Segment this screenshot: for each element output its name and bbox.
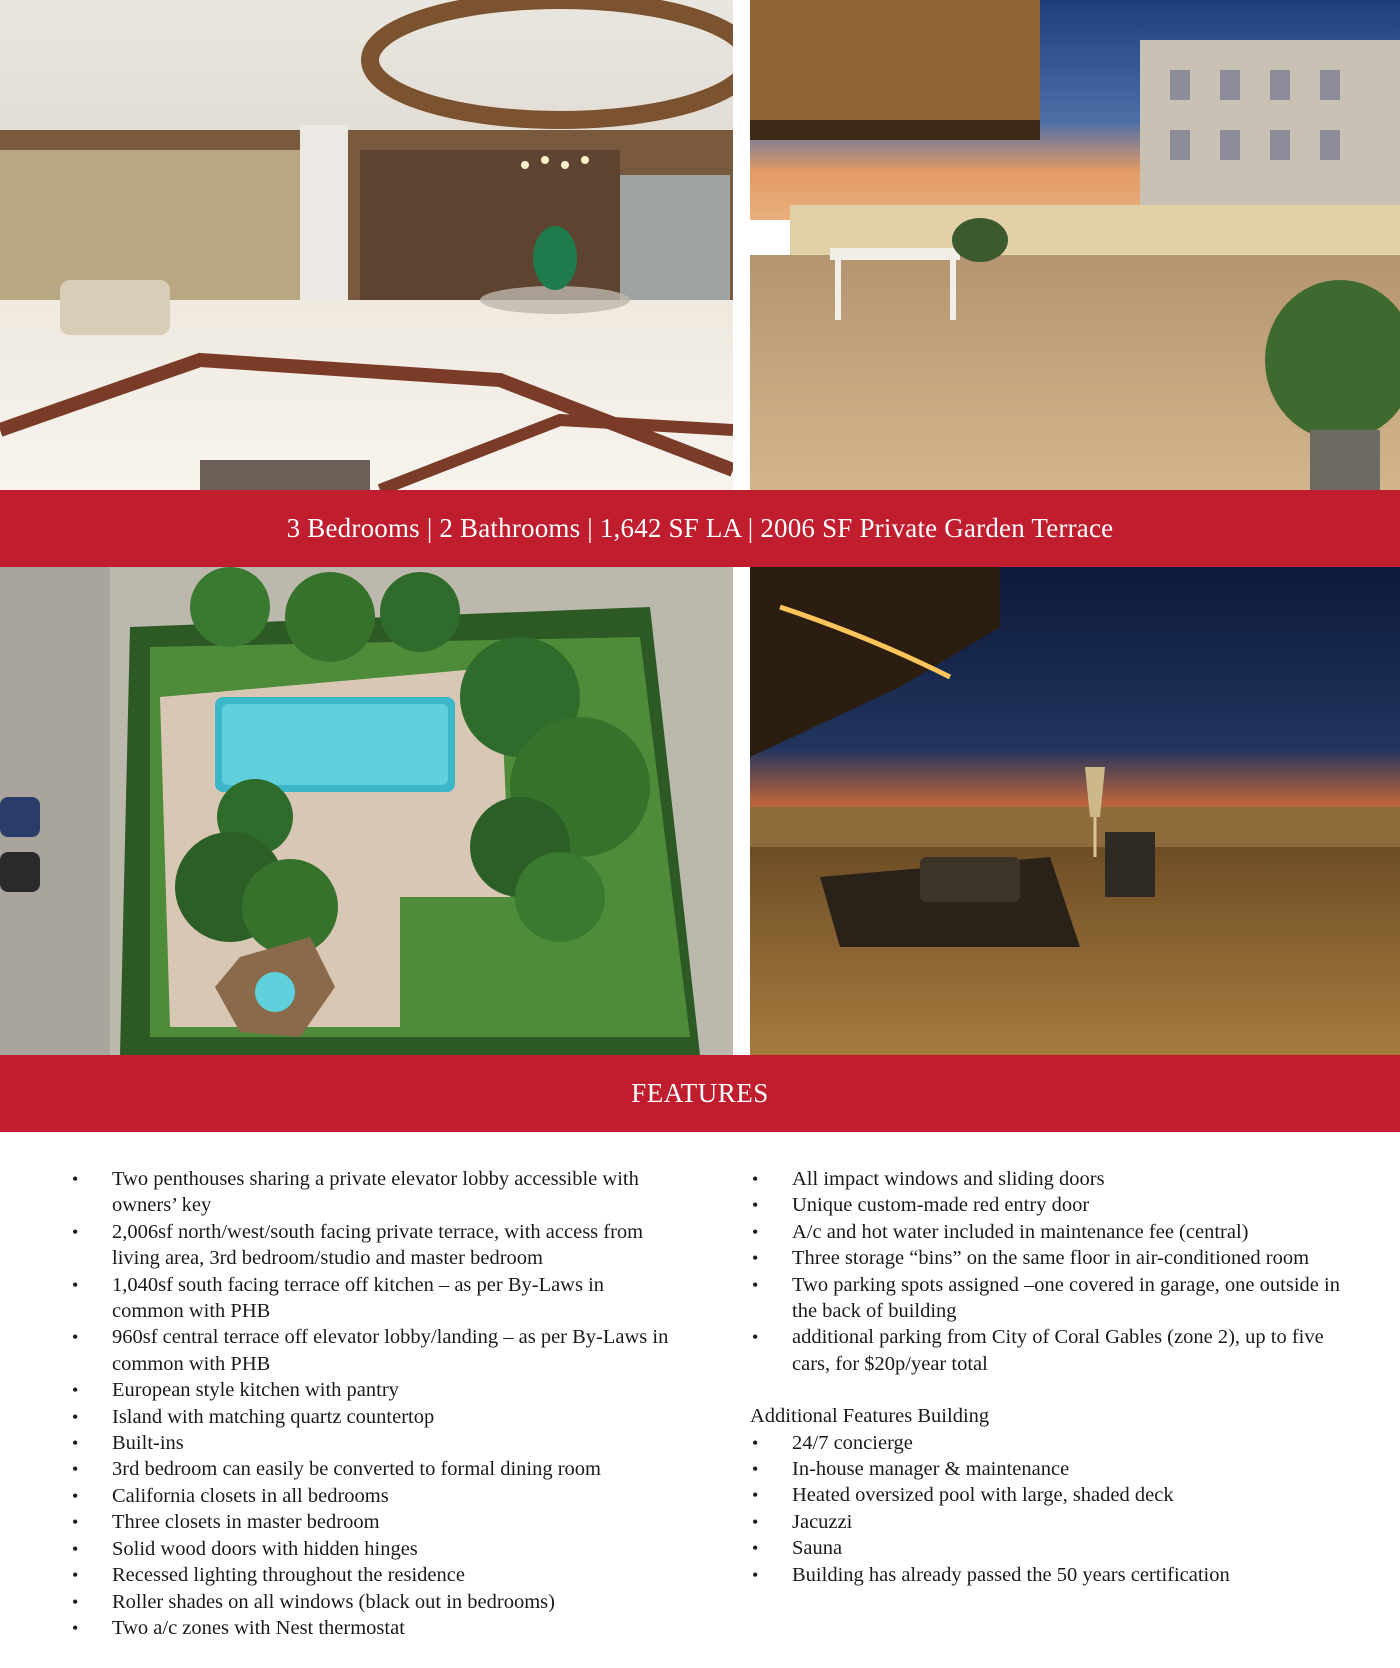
list-item: • 24/7 concierge xyxy=(750,1430,1360,1456)
list-item: • All impact windows and sliding doors xyxy=(750,1166,1360,1192)
specs-banner-text: 3 Bedrooms | 2 Bathrooms | 1,642 SF LA | 2006 SF Private Garden Terrace xyxy=(286,513,1114,543)
list-item: • Unique custom-made red entry door xyxy=(750,1192,1360,1218)
features-right-column xyxy=(750,1166,1360,1588)
list-item: • Two parking spots assigned –one covered in garage, one outside in the back of building xyxy=(750,1272,1360,1325)
list-item: • Two penthouses sharing a private elevator lobby accessible with owners’ key xyxy=(70,1166,670,1219)
building-features-heading: Additional Features Building xyxy=(750,1405,990,1428)
list-item: • Three closets in master bedroom xyxy=(70,1509,670,1535)
list-item: • Three storage “bins” on the same floor in air-conditioned room xyxy=(750,1245,1360,1271)
list-item: • 2,006sf north/west/south facing private terrace, with access from living area, 3rd bedroom/studio and master bedroom xyxy=(70,1219,670,1272)
list-item: • Jacuzzi xyxy=(750,1509,1360,1535)
building-features-list xyxy=(750,1430,1360,1588)
list-item: • A/c and hot water included in maintenance fee (central) xyxy=(750,1219,1360,1245)
list-item: • European style kitchen with pantry xyxy=(70,1377,670,1403)
list-item: • 1,040sf south facing terrace off kitchen – as per By-Laws in common with PHB xyxy=(70,1272,670,1325)
terrace-night-photo xyxy=(750,567,1400,1055)
list-item: • Two a/c zones with Nest thermostat xyxy=(70,1615,670,1641)
list-item: • 3rd bedroom can easily be converted to formal dining room xyxy=(70,1456,670,1482)
features-right-list xyxy=(750,1166,1360,1377)
features-left-column xyxy=(70,1166,670,1641)
list-item: • additional parking from City of Coral Gables (zone 2), up to five cars, for $20p/year total xyxy=(750,1324,1360,1377)
list-item: • Sauna xyxy=(750,1535,1360,1561)
list-item: • 960sf central terrace off elevator lobby/landing – as per By-Laws in common with PHB xyxy=(70,1324,670,1377)
list-item: • Heated oversized pool with large, shaded deck xyxy=(750,1482,1360,1508)
features-banner xyxy=(0,1055,1400,1132)
features-left-list xyxy=(70,1166,670,1641)
lobby-photo xyxy=(0,0,733,490)
features-heading: FEATURES xyxy=(631,1078,769,1108)
list-item: • California closets in all bedrooms xyxy=(70,1483,670,1509)
specs-banner xyxy=(0,490,1400,567)
terrace-dusk-photo xyxy=(750,0,1400,490)
list-item: • Building has already passed the 50 years certification xyxy=(750,1562,1360,1588)
list-item: • Island with matching quartz countertop xyxy=(70,1404,670,1430)
list-item: • Recessed lighting throughout the residence xyxy=(70,1562,670,1588)
list-item: • In-house manager & maintenance xyxy=(750,1456,1360,1482)
list-item: • Built-ins xyxy=(70,1430,670,1456)
list-item: • Solid wood doors with hidden hinges xyxy=(70,1536,670,1562)
pool-aerial-photo xyxy=(0,567,733,1055)
list-item: • Roller shades on all windows (black out in bedrooms) xyxy=(70,1589,670,1615)
